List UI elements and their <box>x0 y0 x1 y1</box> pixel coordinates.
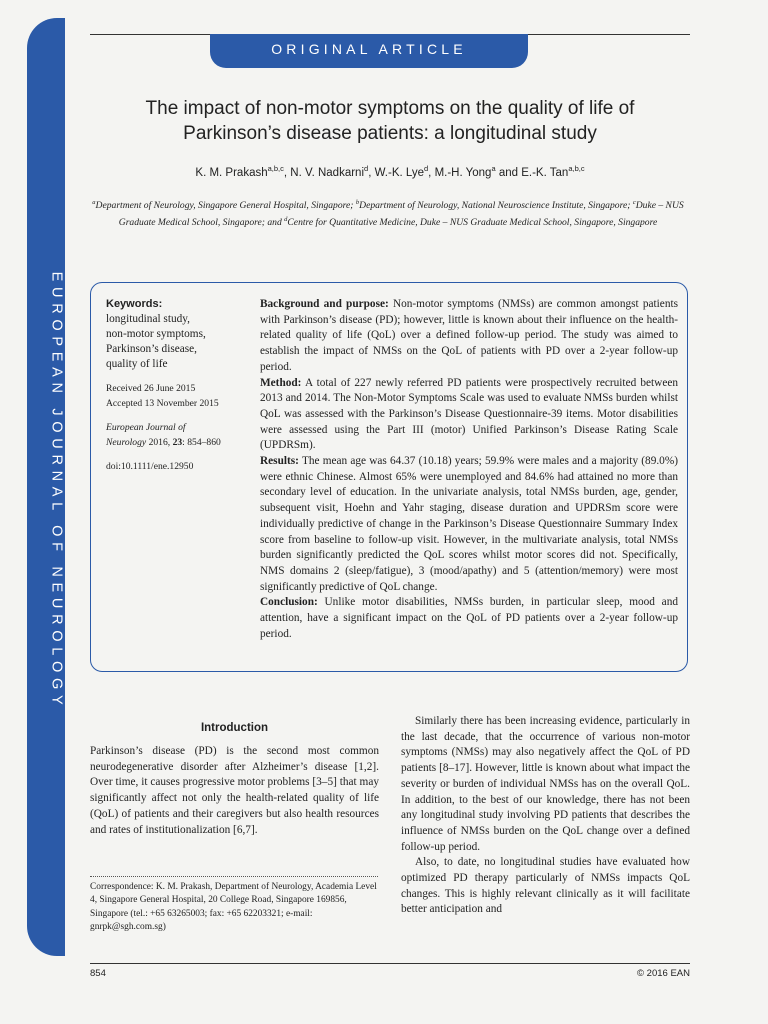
article-dates: Received 26 June 2015 Accepted 13 November 2015 <box>106 383 219 409</box>
keywords-label: Keywords: <box>106 298 163 310</box>
author: M.-H. Yong <box>434 166 492 179</box>
doi: doi:10.1111/ene.12950 <box>106 461 194 472</box>
copyright: © 2016 EAN <box>637 968 690 979</box>
section-heading: Introduction <box>200 722 269 734</box>
bottom-rule <box>90 963 690 964</box>
article-title: The impact of non-motor symptoms on the quality of life of Parkinson’s disease patients: a longitudinal study <box>145 98 635 144</box>
keywords-list: longitudinal study, non-motor symptoms, Parkinson’s disease, quality of life <box>106 313 206 370</box>
page-number: 854 <box>90 968 106 979</box>
body-left-column: Parkinson’s disease (PD) is the second most common neurodegenerative disorder after Alzheimer’s disease [1,2]. Over time, it causes progressive motor problems [3–5] that may significantly affect not only the health-related quality of life (QoL) of patients and their caregivers but also health resources and rates of institutionalization [6,7]. <box>90 745 379 836</box>
correspondence: Correspondence: K. M. Prakash, Department of Neurology, Academia Level 4, Singapore General Hospital, 20 College Road, Singapore 169856, Singapore (tel.: +65 63265003; fax: +65 62203321; e-mail: gnrpk@sgh.com.sg) <box>90 882 377 932</box>
affiliations: $^a$Department of Neurology, Singapore General Hospital, Singapore; $^b$Department of Neurology, National Neuroscience Institute, Singapore; $^c$Duke – NUS Graduate Medical School, Singapore; and $^d$Centre for Quantitative Medicine, Duke – NUS Graduate Medical School, Singapore, Singapore <box>92 199 684 229</box>
abstract-text: Background and purpose: Non-motor symptoms (NMSs) are common amongst patients with Parkinson’s disease (PD); however, little is known about their influence on the health-related quality of life (QoL) over a defined follow-up period. The study was aimed to establish the impact of NMSs on the QoL of patients with PD over a 2-year follow-up period. Method: A total of 227 newly referred PD patients were prospectively recruited between 2013 and 2014. The Non-Motor Symptoms Scale was used to evaluate NMSs burden whilst QoL was assessed with the Parkinson’s Disease Questionnaire-39 items. Motor disabilities were assessed using the Part III (motor) Unified Parkinson’s Disease Rating Scale (UPDRSm). Results: The mean age was 64.37 (10.18) years; 59.9% were males and a majority (89.0%) were ethnic Chinese. Almost 65% were unemployed and 84.6% had attained no more than secondary level of education. In the univariate analysis, total NMSs burden, age, gender, subsequent visit, Hoehn and Yahr staging, disease duration and UPDRSm score were individually predictive of change in the Parkinson’s Disease Questionnaire Summary Index score from baseline to follow-up visit. However, in the multivariate analysis, total NMSs burden significantly predicted the QoL scores whilst motor scores did not. Specifically, NMS domains 2 (sleep/fatigue), 3 (mood/apathy) and 5 (attention/memory) were most significantly predictive of QoL change. Conclusion: Unlike motor disabilities, NMSs burden, in particular sleep, mood and attention, have a significant impact on the QoL of PD patients over a 2-year follow-up period. <box>260 298 679 640</box>
author: K. M. Prakash <box>195 166 268 179</box>
journal-spine-title: EUROPEAN JOURNAL OF NEUROLOGY <box>48 271 65 710</box>
body-right-column: Similarly there has been increasing evidence, particularly in the last decade, that the occurrence of various non-motor symptoms (NMSs) may also negatively affect the QoL of PD patients [8–17]. However, little is known about what impact the severity or burden of individual NMSs has on the overall QoL. In addition, to the best of our knowledge, there has not been any longitudinal study involving PD patients that describes the influence of NMSs burden on the QoL change over a defined follow-up period. Also, to date, no longitudinal studies have evaluated how optimized PD therapy particularly of NMSs impacts QoL changes. This is highly relevant clinically as it will facilitate better anticipation and <box>401 715 690 916</box>
author-list: K. M. Prakash$^{a,b,c}$, N. V. Nadkarni$^d$, W.-K. Lye$^d$, M.-H. Yong$^a$ and E.-K. Tan$^{a,b,c}$ <box>195 164 585 179</box>
citation: European Journal of Neurology 2016, 23: 854–860 <box>106 422 221 448</box>
keywords-column <box>106 297 241 474</box>
author: E.-K. Tan <box>521 166 569 179</box>
author: W.-K. Lye <box>374 166 424 179</box>
article-type-banner: ORIGINAL ARTICLE <box>210 34 528 68</box>
author: N. V. Nadkarni <box>290 166 365 179</box>
footnote-divider <box>90 876 378 877</box>
